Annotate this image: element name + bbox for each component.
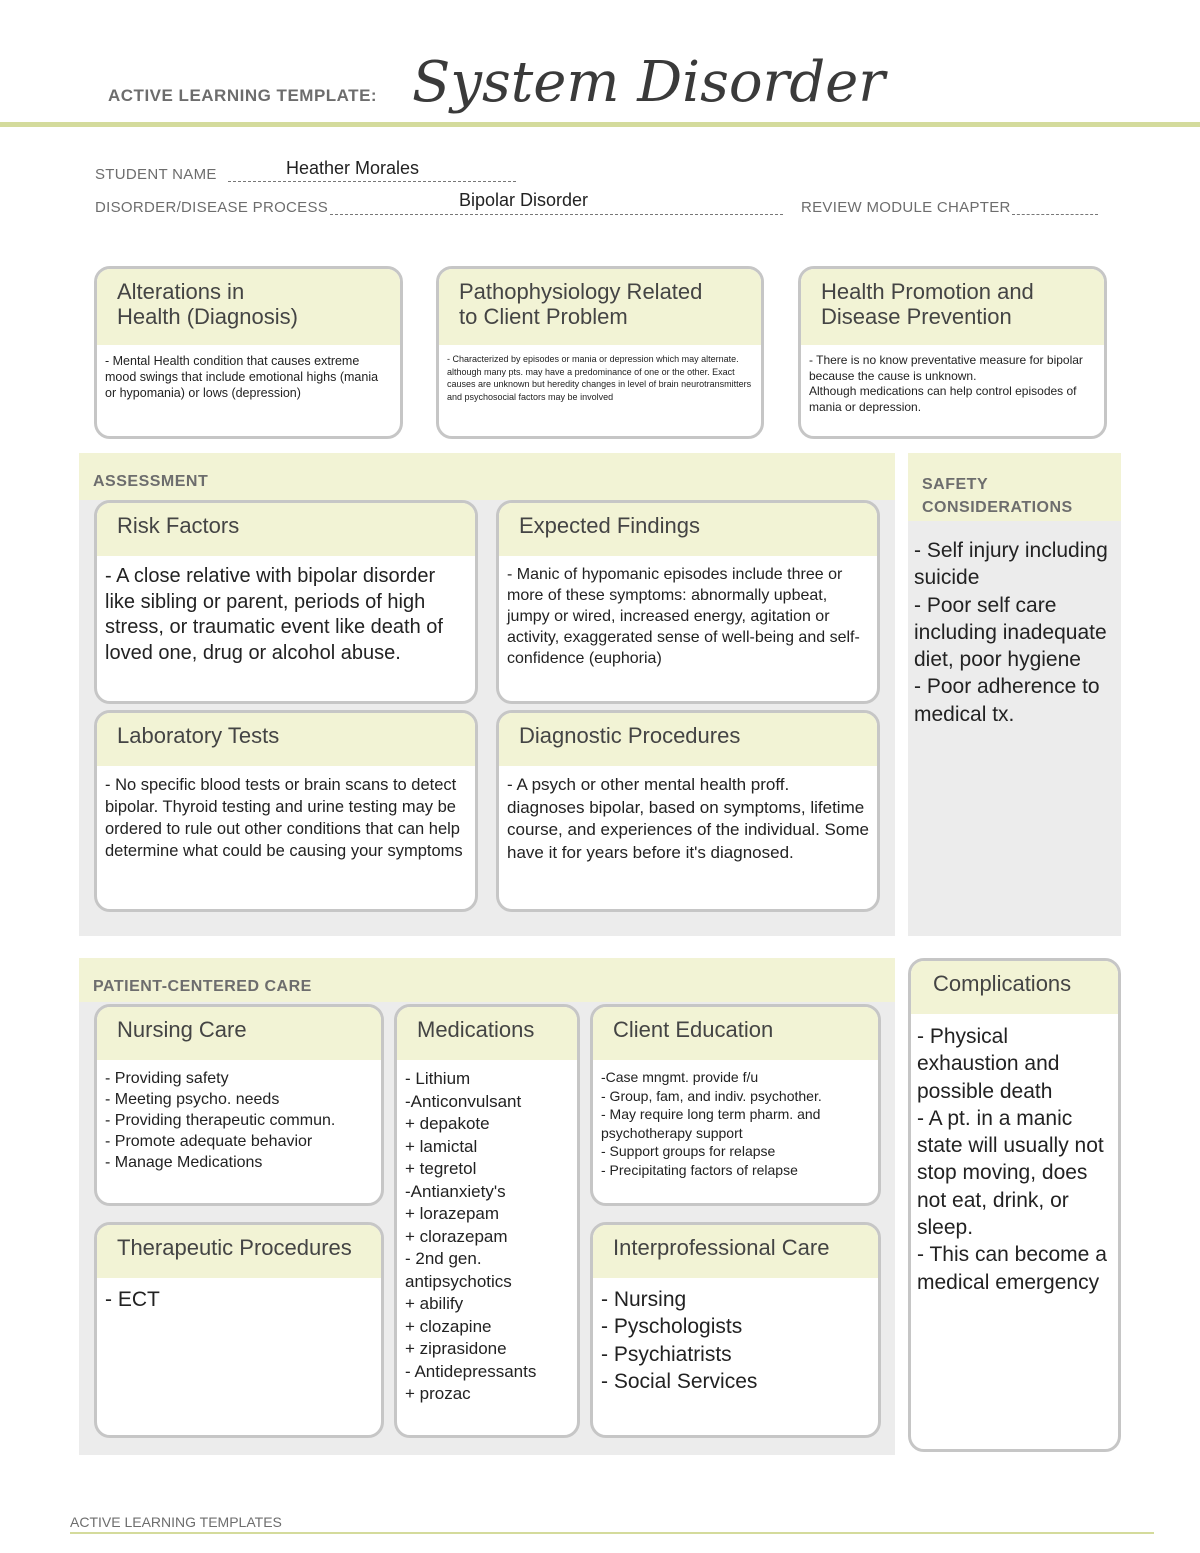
medications-title: Medications: [397, 1007, 577, 1060]
safety-title: SAFETY CONSIDERATIONS: [922, 476, 1073, 516]
health-promotion-card: [798, 266, 1107, 439]
laboratory-tests-card: [94, 710, 478, 912]
footer-text: ACTIVE LEARNING TEMPLATES: [70, 1514, 282, 1530]
therapeutic-procedures-body[interactable]: - ECT: [105, 1288, 160, 1311]
expected-findings-card: [496, 500, 880, 704]
risk-factors-card: [94, 500, 478, 704]
template-prefix: ACTIVE LEARNING TEMPLATE:: [108, 86, 378, 105]
complications-body[interactable]: - Physical exhaustion and possible death - A pt. in a manic state will usually not stop moving, does not eat, drink, or sleep. - This can become a medical emergency: [917, 1025, 1107, 1294]
laboratory-tests-title: Laboratory Tests: [97, 713, 475, 766]
nursing-care-title: Nursing Care: [97, 1007, 381, 1060]
student-name-value[interactable]: Heather Morales: [286, 158, 420, 178]
interprofessional-care-card: [590, 1222, 881, 1438]
safety-body[interactable]: - Self injury including suicide - Poor self care including inadequate diet, poor hygiene - Poor adherence to medical tx.: [914, 539, 1108, 726]
alterations-body[interactable]: - Mental Health condition that causes extreme mood swings that include emotional highs (mania or hypomania) or lows (depression): [105, 354, 379, 400]
disorder-value[interactable]: Bipolar Disorder: [459, 190, 589, 210]
risk-factors-title: Risk Factors: [97, 503, 475, 556]
client-education-card: [590, 1004, 881, 1206]
footer-rule: [70, 1532, 1154, 1534]
complications-card: [908, 958, 1121, 1452]
nursing-care-body[interactable]: - Providing safety - Meeting psycho. needs - Providing therapeutic commun. - Promote adequate behavior - Manage Medications: [105, 1070, 336, 1171]
diagnostic-procedures-title: Diagnostic Procedures: [499, 713, 877, 766]
safety-panel: [908, 453, 1121, 936]
expected-findings-title: Expected Findings: [499, 503, 877, 556]
medications-body[interactable]: - Lithium -Anticonvulsant + depakote + lamictal + tegretol -Antianxiety's + lorazepam + clorazepam - 2nd gen. antipsychotics + abilify + clozapine + ziprasidone - Antidepressants + prozac: [405, 1069, 537, 1403]
interprofessional-care-body[interactable]: - Nursing - Pyschologists - Psychiatrists - Social Services: [601, 1288, 758, 1393]
disorder-line: [330, 213, 783, 215]
diagnostic-procedures-body[interactable]: - A psych or other mental health proff. diagnoses bipolar, based on symptoms, lifetime course, and experiences of the individual. Some have it for years before it's diagnosed.: [507, 775, 869, 862]
header-rule: [0, 122, 1200, 127]
diagnostic-procedures-card: [496, 710, 880, 912]
medications-card: [394, 1004, 580, 1438]
therapeutic-procedures-card: [94, 1222, 384, 1438]
pathophysiology-title: Pathophysiology Related to Client Problem: [439, 269, 761, 345]
patient-care-title: PATIENT-CENTERED CARE: [93, 978, 312, 995]
chapter-line[interactable]: [1012, 213, 1098, 215]
alterations-title: Alterations in Health (Diagnosis): [97, 269, 400, 345]
nursing-care-card: [94, 1004, 384, 1206]
disorder-label: DISORDER/DISEASE PROCESS: [95, 199, 329, 216]
health-promotion-body[interactable]: - There is no know preventative measure for bipolar because the cause is unknown. Although medications can help control episodes of mania or depression.: [809, 353, 1083, 414]
client-education-body[interactable]: -Case mngmt. provide f/u - Group, fam, and indiv. psychother. - May require long term pharm. and psychotherapy support - Support groups for relapse - Precipitating factors of relapse: [601, 1069, 822, 1178]
pathophysiology-card: [436, 266, 764, 439]
student-name-line: [228, 180, 516, 182]
health-promotion-title: Health Promotion and Disease Prevention: [801, 269, 1104, 345]
template-title: System Disorder: [412, 50, 886, 115]
pathophysiology-body[interactable]: - Characterized by episodes or mania or depression which may alternate. although many pts. may have a predominance of one or the other. Exact causes are unknown but heredity changes in level of brain neurotransmitters and psychosocial factors may be involved: [447, 354, 752, 402]
complications-title: Complications: [911, 961, 1118, 1014]
assessment-title: ASSESSMENT: [93, 473, 209, 490]
alterations-card: [94, 266, 403, 439]
client-education-title: Client Education: [593, 1007, 878, 1060]
interprofessional-care-title: Interprofessional Care: [593, 1225, 878, 1278]
expected-findings-body[interactable]: - Manic of hypomanic episodes include three or more of these symptoms: abnormally upbeat, jumpy or wired, increased energy, agitation or activity, exaggerated sense of well-being and self-confidence (euphoria): [507, 566, 860, 667]
student-name-label: STUDENT NAME: [95, 166, 217, 183]
laboratory-tests-body[interactable]: - No specific blood tests or brain scans to detect bipolar. Thyroid testing and urine testing may be ordered to rule out other conditions that can help determine what could be causing your symptoms: [105, 776, 463, 860]
risk-factors-body[interactable]: - A close relative with bipolar disorder like sibling or parent, periods of high stress, or traumatic event like death of loved one, drug or alcohol abuse.: [105, 565, 443, 664]
therapeutic-procedures-title: Therapeutic Procedures: [97, 1225, 381, 1278]
chapter-label: REVIEW MODULE CHAPTER: [801, 199, 1011, 216]
